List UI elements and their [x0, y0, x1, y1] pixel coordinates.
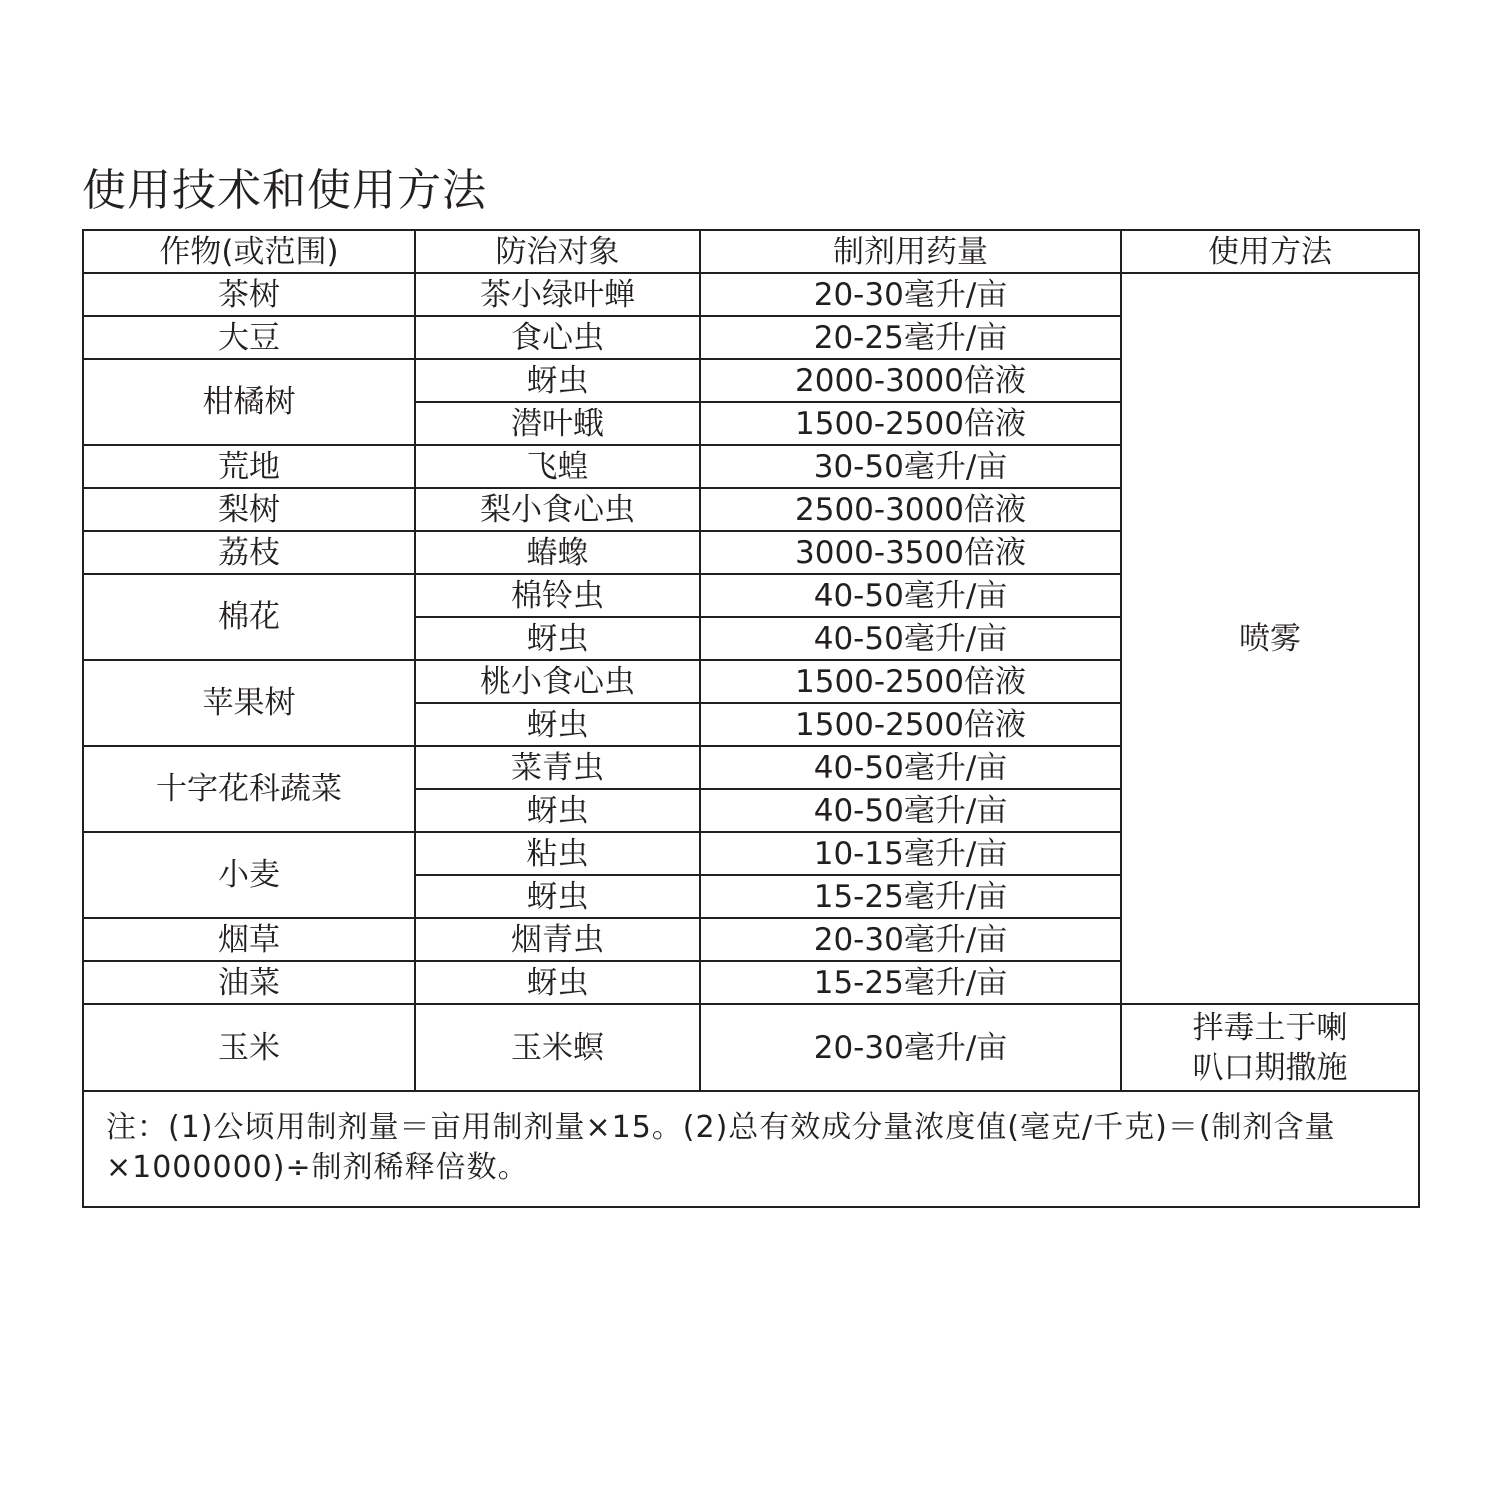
crop-cell: 苹果树	[83, 660, 415, 746]
method-cell-spray: 喷雾	[1121, 273, 1419, 1004]
dosage-cell: 10-15毫升/亩	[700, 832, 1121, 875]
header-method: 使用方法	[1121, 230, 1419, 273]
target-cell: 蚜虫	[415, 875, 700, 918]
header-row	[83, 230, 1419, 273]
crop-cell: 荒地	[83, 445, 415, 488]
target-cell: 食心虫	[415, 316, 700, 359]
method-line: 叭口期撒施	[1192, 1049, 1348, 1086]
dosage-cell: 30-50毫升/亩	[700, 445, 1121, 488]
target-cell: 潜叶蛾	[415, 402, 700, 445]
dosage-cell: 2000-3000倍液	[700, 359, 1121, 402]
target-cell: 茶小绿叶蝉	[415, 273, 700, 316]
page-title: 使用技术和使用方法	[82, 165, 487, 216]
dosage-cell: 40-50毫升/亩	[700, 617, 1121, 660]
dosage-cell: 3000-3500倍液	[700, 531, 1121, 574]
crop-cell: 大豆	[83, 316, 415, 359]
note-text: 注：(1)公顷用制剂量＝亩用制剂量×15。(2)总有效成分量浓度值(毫克/千克)＝(制剂含量×1000000)÷制剂稀释倍数。	[83, 1091, 1419, 1207]
dosage-cell: 20-30毫升/亩	[700, 918, 1121, 961]
target-cell: 蚜虫	[415, 789, 700, 832]
usage-table	[82, 229, 1420, 1208]
crop-cell: 玉米	[83, 1004, 415, 1091]
crop-cell: 小麦	[83, 832, 415, 918]
table-row	[83, 1004, 1419, 1091]
dosage-cell: 1500-2500倍液	[700, 402, 1121, 445]
crop-cell: 棉花	[83, 574, 415, 660]
target-cell: 桃小食心虫	[415, 660, 700, 703]
crop-cell: 十字花科蔬菜	[83, 746, 415, 832]
dosage-cell: 15-25毫升/亩	[700, 875, 1121, 918]
dosage-cell: 40-50毫升/亩	[700, 746, 1121, 789]
crop-cell: 梨树	[83, 488, 415, 531]
target-cell: 菜青虫	[415, 746, 700, 789]
target-cell: 烟青虫	[415, 918, 700, 961]
target-cell: 梨小食心虫	[415, 488, 700, 531]
dosage-cell: 1500-2500倍液	[700, 703, 1121, 746]
method-line: 拌毒土于喇	[1192, 1009, 1348, 1046]
header-target: 防治对象	[415, 230, 700, 273]
dosage-cell: 1500-2500倍液	[700, 660, 1121, 703]
target-cell: 飞蝗	[415, 445, 700, 488]
crop-cell: 烟草	[83, 918, 415, 961]
target-cell: 蚜虫	[415, 703, 700, 746]
dosage-cell: 40-50毫升/亩	[700, 789, 1121, 832]
dosage-cell: 20-30毫升/亩	[700, 273, 1121, 316]
dosage-cell: 2500-3000倍液	[700, 488, 1121, 531]
dosage-cell: 20-25毫升/亩	[700, 316, 1121, 359]
note-row	[83, 1091, 1419, 1207]
dosage-cell: 40-50毫升/亩	[700, 574, 1121, 617]
target-cell: 玉米螟	[415, 1004, 700, 1091]
method-cell-soil	[1121, 1004, 1419, 1091]
header-crop: 作物(或范围)	[83, 230, 415, 273]
crop-cell: 茶树	[83, 273, 415, 316]
dosage-cell: 15-25毫升/亩	[700, 961, 1121, 1004]
dosage-cell: 20-30毫升/亩	[700, 1004, 1121, 1091]
crop-cell: 柑橘树	[83, 359, 415, 445]
target-cell: 蚜虫	[415, 359, 700, 402]
target-cell: 蚜虫	[415, 617, 700, 660]
table-header	[83, 230, 1419, 273]
crop-cell: 油菜	[83, 961, 415, 1004]
target-cell: 粘虫	[415, 832, 700, 875]
header-dosage: 制剂用药量	[700, 230, 1121, 273]
target-cell: 蝽蟓	[415, 531, 700, 574]
crop-cell: 荔枝	[83, 531, 415, 574]
table-row	[83, 273, 1419, 316]
table-body	[83, 273, 1419, 1207]
target-cell: 棉铃虫	[415, 574, 700, 617]
target-cell: 蚜虫	[415, 961, 700, 1004]
